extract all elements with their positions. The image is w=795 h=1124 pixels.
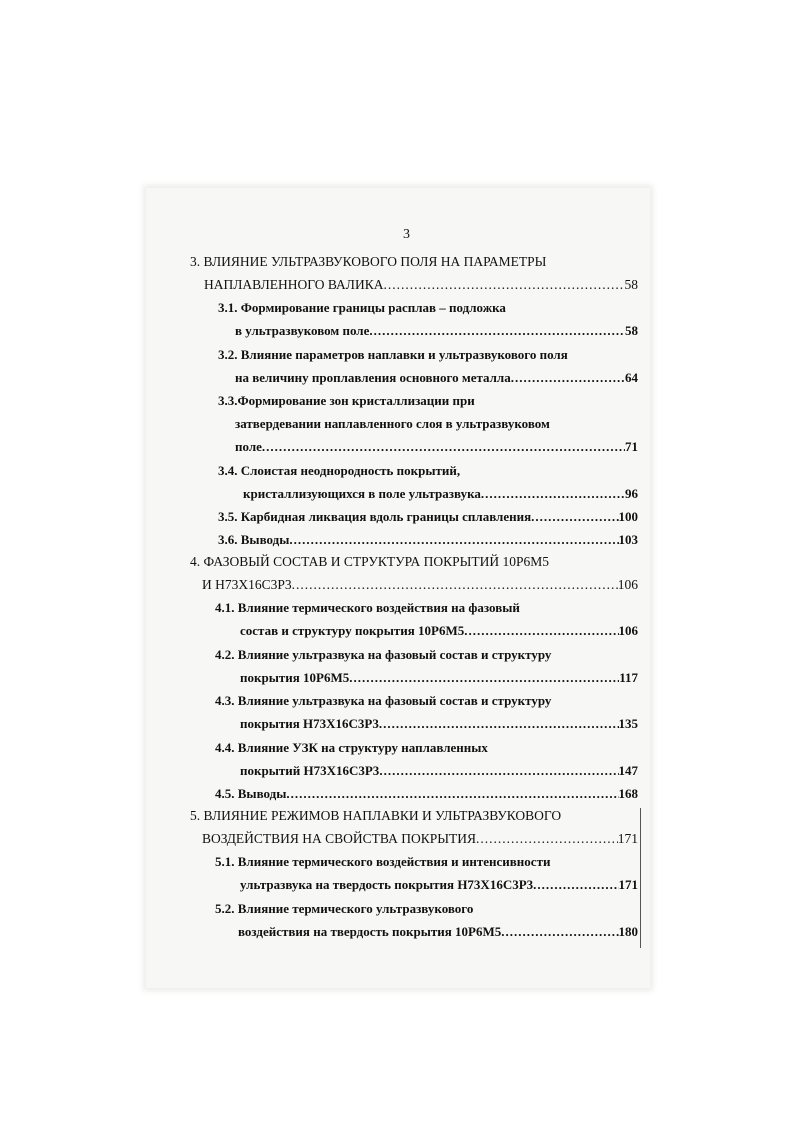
scan-edge-line: [640, 808, 641, 948]
leader-dots: [501, 923, 618, 941]
toc-entry-text: И Н73Х16С3Р3: [202, 577, 292, 592]
leader-dots: [286, 785, 618, 803]
toc-entry-4-4[interactable]: [240, 762, 638, 780]
toc-entry-text: 4.5. Выводы: [215, 786, 287, 801]
toc-entry-page: 147: [618, 763, 638, 778]
toc-entry-text: поле: [235, 439, 262, 454]
toc-section-4-2-title: 4.2. Влияние ультразвука на фазовый состав и структуру: [215, 647, 552, 662]
leader-dots: [369, 322, 625, 340]
leader-dots: [533, 876, 618, 894]
leader-dots: [379, 762, 618, 780]
toc-entry-page: 58: [624, 277, 638, 292]
toc-entry-3-6[interactable]: [218, 531, 638, 549]
toc-entry-3-1[interactable]: [235, 322, 638, 340]
toc-entry-text: кристаллизующихся в поле ультразвука: [243, 486, 481, 501]
toc-section-3-3-title: 3.3.Формирование зон кристаллизации при: [218, 393, 475, 408]
toc-entry-text: ультразвука на твердость покрытия Н73Х16С3Р3: [240, 877, 534, 892]
toc-entry-5-2[interactable]: [238, 923, 638, 941]
toc-entry-text: воздействия на твердость покрытия 10Р6М5: [238, 924, 502, 939]
toc-entry-page: 168: [618, 786, 638, 801]
leader-dots: [481, 485, 625, 503]
toc-entry-page: 71: [625, 439, 638, 454]
leader-dots: [292, 576, 618, 594]
leader-dots: [511, 369, 625, 387]
leader-dots: [349, 669, 619, 687]
toc-entry-chapter-5[interactable]: [202, 830, 638, 848]
toc-entry-page: 100: [618, 509, 638, 524]
toc-entry-3-2[interactable]: [235, 369, 638, 387]
leader-dots: [531, 508, 618, 526]
toc-entry-page: 64: [625, 370, 638, 385]
toc-section-3-4-title: 3.4. Слоистая неоднородность покрытий,: [218, 463, 461, 478]
toc-entry-text: 3.5. Карбидная ликвация вдоль границы сплавления: [218, 509, 532, 524]
leader-dots: [383, 276, 624, 294]
toc-entry-page: 96: [625, 486, 638, 501]
toc-entry-3-4[interactable]: [243, 485, 638, 503]
toc-entry-page: 171: [617, 831, 638, 846]
toc-entry-page: 58: [625, 323, 638, 338]
leader-dots: [464, 622, 618, 640]
toc-entry-3-3[interactable]: [235, 438, 638, 456]
toc-entry-text: состав и структуру покрытия 10Р6М5: [240, 623, 465, 638]
page-number: 3: [403, 227, 410, 242]
toc-entry-page: 135: [618, 716, 638, 731]
toc-entry-page: 106: [617, 577, 638, 592]
toc-entry-text: в ультразвуковом поле: [235, 323, 370, 338]
toc-entry-text: ВОЗДЕЙСТВИЯ НА СВОЙСТВА ПОКРЫТИЯ: [202, 831, 476, 846]
toc-entry-page: 171: [618, 877, 638, 892]
toc-entry-text: на величину проплавления основного металла: [235, 370, 511, 385]
toc-chapter-5-title: 5. ВЛИЯНИЕ РЕЖИМОВ НАПЛАВКИ И УЛЬТРАЗВУКОВОГО: [190, 808, 562, 823]
toc-entry-text: НАПЛАВЛЕННОГО ВАЛИКА: [204, 277, 384, 292]
toc-section-5-1-title: 5.1. Влияние термического воздействия и интенсивности: [215, 854, 551, 869]
toc-entry-4-3[interactable]: [240, 715, 638, 733]
leader-dots: [262, 438, 625, 456]
toc-entry-chapter-4[interactable]: [202, 576, 638, 594]
toc-entry-4-2[interactable]: [240, 669, 638, 687]
toc-chapter-3-title: 3. ВЛИЯНИЕ УЛЬТРАЗВУКОВОГО ПОЛЯ НА ПАРАМЕТРЫ: [190, 254, 547, 269]
leader-dots: [476, 830, 618, 848]
toc-section-3-2-title: 3.2. Влияние параметров наплавки и ультразвукового поля: [218, 347, 568, 362]
toc-section-4-4-title: 4.4. Влияние УЗК на структуру наплавленных: [215, 740, 488, 755]
toc-entry-page: 103: [618, 532, 638, 547]
toc-entry-text: покрытия Н73Х16С3Р3: [240, 716, 379, 731]
toc-entry-4-1[interactable]: [240, 622, 638, 640]
toc-entry-5-1[interactable]: [240, 876, 638, 894]
toc-entry-page: 106: [618, 623, 638, 638]
toc-entry-text: покрытий Н73Х16С3Р3: [240, 763, 380, 778]
toc-entry-4-5[interactable]: [215, 785, 638, 803]
toc-section-3-1-title: 3.1. Формирование границы расплав – подложка: [218, 300, 506, 315]
leader-dots: [289, 531, 618, 549]
toc-section-4-1-title: 4.1. Влияние термического воздействия на фазовый: [215, 600, 520, 615]
leader-dots: [379, 715, 619, 733]
toc-section-5-2-title: 5.2. Влияние термического ультразвукового: [215, 901, 474, 916]
toc-entry-text: покрытия 10Р6М5: [240, 670, 350, 685]
toc-entry-text: 3.6. Выводы: [218, 532, 290, 547]
toc-entry-3-5[interactable]: [218, 508, 638, 526]
toc-entry-page: 117: [619, 670, 638, 685]
toc-section-3-3-title-cont: затвердевании наплавленного слоя в ультразвуковом: [235, 416, 550, 431]
toc-entry-page: 180: [618, 924, 638, 939]
toc-entry-chapter-3[interactable]: [204, 276, 638, 294]
toc-chapter-4-title: 4. ФАЗОВЫЙ СОСТАВ И СТРУКТУРА ПОКРЫТИЙ 10Р6М5: [190, 554, 550, 569]
toc-section-4-3-title: 4.3. Влияние ультразвука на фазовый состав и структуру: [215, 693, 552, 708]
